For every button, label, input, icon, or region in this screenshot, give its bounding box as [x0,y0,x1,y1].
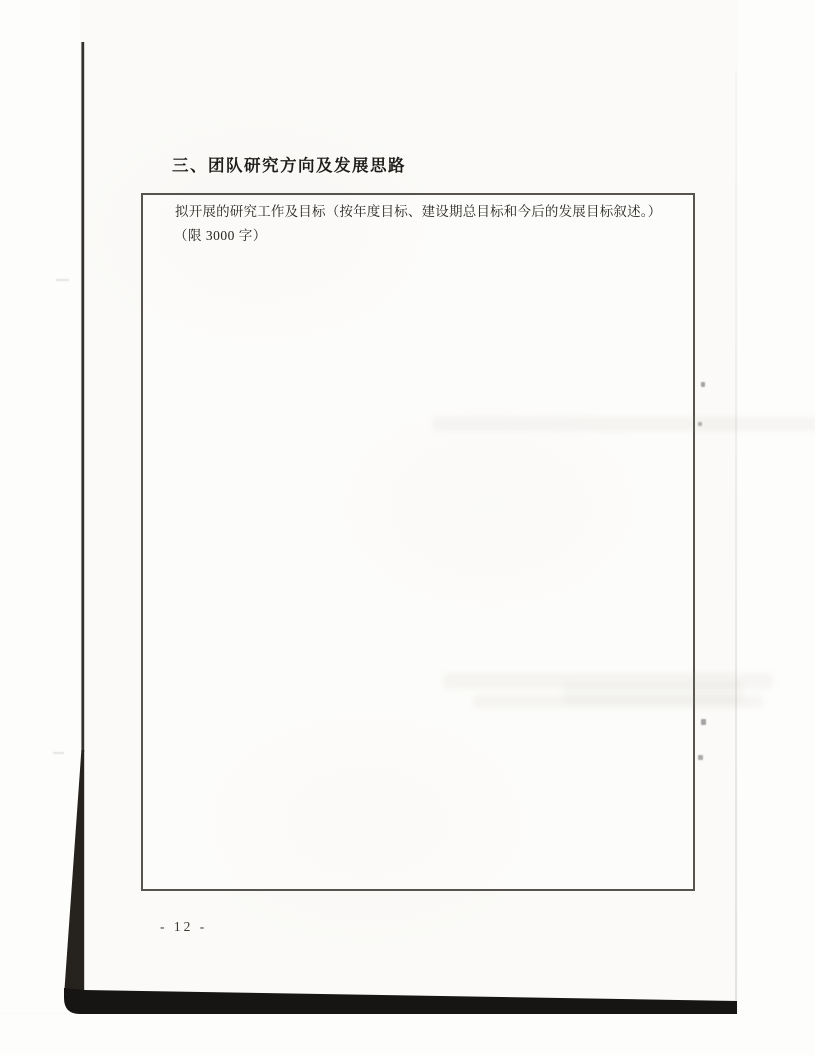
form-box [141,193,695,891]
bleedthrough-speck [701,719,706,725]
bleedthrough-speck [698,755,703,760]
form-content-area[interactable] [145,257,691,887]
bleedthrough-smudge [563,683,743,703]
spine-wedge [64,750,84,996]
form-instruction-line1: 拟开展的研究工作及目标（按年度目标、建设期总目标和今后的发展目标叙述。） [175,204,662,219]
margin-dash-mark [56,279,69,281]
bottom-scan-edge [64,988,737,1014]
bleedthrough-smudge [433,417,815,431]
section-title: 三、团队研究方向及发展思路 [172,157,406,175]
bleedthrough-speck [701,382,705,387]
margin-dash-mark [53,752,64,754]
form-instruction-line2: （限 3000 字） [174,228,267,243]
page-number: - 12 - [160,919,208,934]
bleedthrough-speck [698,422,702,426]
spine-line [81,42,84,752]
